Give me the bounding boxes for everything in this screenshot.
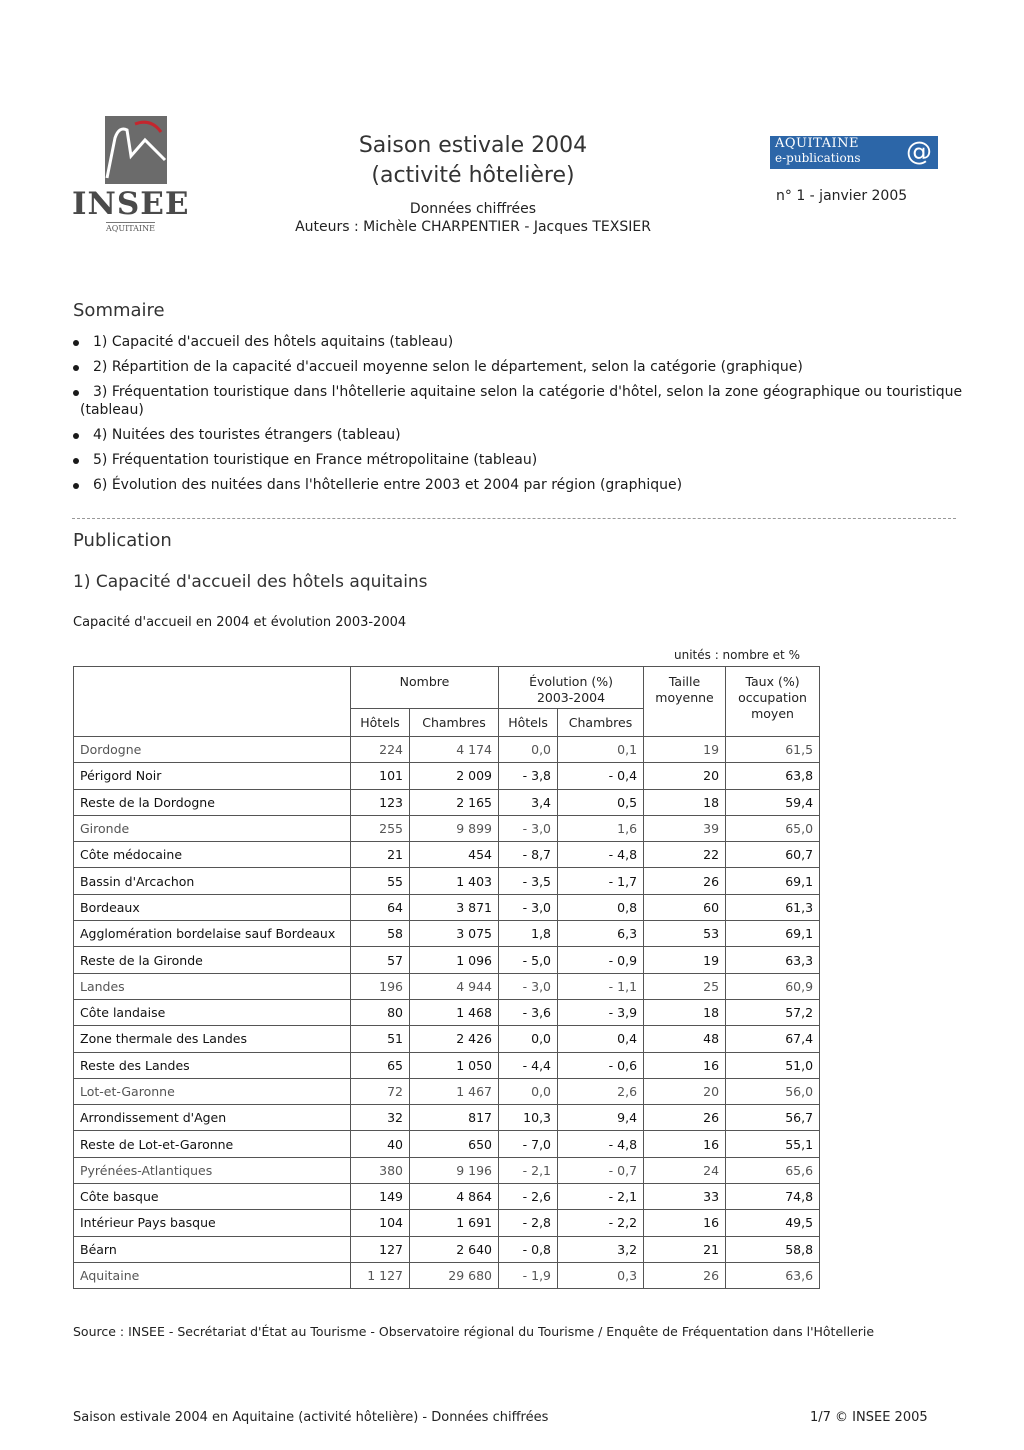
table-cell: 56,7 [726,1105,820,1131]
table-cell: - 3,0 [499,894,558,920]
table-cell: 24 [644,1157,726,1183]
table-cell: 4 944 [410,973,499,999]
table-cell: - 2,1 [558,1184,644,1210]
table-cell: 64 [351,894,410,920]
table-cell: - 2,1 [499,1157,558,1183]
table-cell: 1 691 [410,1210,499,1236]
table-cell: - 3,6 [499,999,558,1025]
table-cell: 4 864 [410,1184,499,1210]
table-row-label: Reste de la Dordogne [74,789,351,815]
table-header-chambres: Chambres [410,709,499,737]
table-cell: 380 [351,1157,410,1183]
bullet-icon [73,390,79,396]
table-row-label: Côte basque [74,1184,351,1210]
table-row [74,1262,820,1288]
table-cell: - 3,8 [499,763,558,789]
table-row-label: Bordeaux [74,894,351,920]
table-header-evolution-l1: Évolution (%) [529,674,613,689]
table-row-label: Arrondissement d'Agen [74,1105,351,1131]
table-cell: 1 096 [410,947,499,973]
table-row-label: Bassin d'Arcachon [74,868,351,894]
table-cell: 69,1 [726,868,820,894]
table-cell: 19 [644,737,726,763]
table-cell: 224 [351,737,410,763]
insee-logo-text: INSEE [72,186,190,222]
table-cell: 29 680 [410,1262,499,1288]
table-cell: 51 [351,1026,410,1052]
table-cell: 196 [351,973,410,999]
bullet-icon [73,365,79,371]
table-row [74,894,820,920]
table-cell: 33 [644,1184,726,1210]
table-body [74,737,820,1289]
badge-line2: e-publications [775,151,861,165]
table-header-taux [726,667,820,737]
table-cell: 1 467 [410,1078,499,1104]
table-row [74,868,820,894]
bullet-icon [73,458,79,464]
table-cell: 2,6 [558,1078,644,1104]
table-row-label: Côte médocaine [74,842,351,868]
sommaire-item-label: 1) Capacité d'accueil des hôtels aquitains (tableau) [93,334,454,350]
table-cell: - 4,8 [558,842,644,868]
table-cell: 817 [410,1105,499,1131]
table-cell: 49,5 [726,1210,820,1236]
table-cell: - 0,6 [558,1052,644,1078]
table-cell: 58 [351,921,410,947]
sommaire-title: Sommaire [73,300,165,321]
table-cell: 63,3 [726,947,820,973]
table-row-label: Reste de la Gironde [74,947,351,973]
table-row-label: Pyrénées-Atlantiques [74,1157,351,1183]
table-cell: - 2,2 [558,1210,644,1236]
table-cell: 3 075 [410,921,499,947]
table-cell: 61,3 [726,894,820,920]
table-cell: 40 [351,1131,410,1157]
insee-logo [72,116,190,236]
table-cell: 59,4 [726,789,820,815]
table-header-taux-l3: moyen [751,706,794,721]
table-cell: 0,0 [499,1026,558,1052]
table-cell: 61,5 [726,737,820,763]
issue-number: n° 1 - janvier 2005 [776,188,908,204]
table-cell: 2 165 [410,789,499,815]
table-row-label: Agglomération bordelaise sauf Bordeaux [74,921,351,947]
footer-page-copyright: 1/7 © INSEE 2005 [810,1410,928,1425]
sommaire-item-label: 6) Évolution des nuitées dans l'hôtellerie entre 2003 et 2004 par région (graphique) [93,477,683,493]
table-cell: - 1,9 [499,1262,558,1288]
table-cell: 0,0 [499,737,558,763]
table-row [74,737,820,763]
table-row-label: Reste des Landes [74,1052,351,1078]
footer-title: Saison estivale 2004 en Aquitaine (activité hôtelière) - Données chiffrées [73,1410,549,1425]
table-cell: 20 [644,1078,726,1104]
table-cell: 1 050 [410,1052,499,1078]
table-cell: - 0,9 [558,947,644,973]
table-cell: 60,9 [726,973,820,999]
table-row-label: Dordogne [74,737,351,763]
table-cell: 9,4 [558,1105,644,1131]
table-header-hotels: Hôtels [351,709,410,737]
table-cell: 9 899 [410,815,499,841]
table-cell: 57 [351,947,410,973]
table-cell: 26 [644,1262,726,1288]
bullet-icon [73,433,79,439]
table-header-nombre: Nombre [351,667,499,709]
table-row-label: Landes [74,973,351,999]
table-cell: 55 [351,868,410,894]
table-row-label: Intérieur Pays basque [74,1210,351,1236]
table-cell: 3,4 [499,789,558,815]
table-row-label: Côte landaise [74,999,351,1025]
table-cell: 3,2 [558,1236,644,1262]
table-row [74,842,820,868]
table-cell: 0,3 [558,1262,644,1288]
table-cell: 2 640 [410,1236,499,1262]
publication-title: Publication [73,530,172,551]
table-cell: 19 [644,947,726,973]
table-cell: 48 [644,1026,726,1052]
table-row [74,1236,820,1262]
authors: Auteurs : Michèle CHARPENTIER - Jacques TEXSIER [295,219,651,235]
page-title-line1: Saison estivale 2004 [358,133,588,158]
table-cell: 18 [644,789,726,815]
table-cell: 69,1 [726,921,820,947]
sommaire-item[interactable] [73,383,963,419]
table-row [74,999,820,1025]
table-header-taux-l1: Taux (%) [745,674,800,689]
table-cell: 3 871 [410,894,499,920]
table-row-label: Gironde [74,815,351,841]
badge-line1: AQUITAINE [775,136,859,151]
sommaire-item[interactable] [73,426,963,444]
table-cell: 80 [351,999,410,1025]
table-cell: 255 [351,815,410,841]
table-cell: 65 [351,1052,410,1078]
table-cell: 0,4 [558,1026,644,1052]
table-cell: 53 [644,921,726,947]
table-cell: 454 [410,842,499,868]
table-cell: - 3,0 [499,815,558,841]
table-cell: - 7,0 [499,1131,558,1157]
table-cell: - 1,1 [558,973,644,999]
table-header-evolution [499,667,644,709]
table-cell: - 3,0 [499,973,558,999]
table-cell: 65,0 [726,815,820,841]
table-row [74,1105,820,1131]
table-cell: 25 [644,973,726,999]
table-header-taille-l2: moyenne [655,690,714,705]
at-sign-icon: @ [906,137,932,167]
table-row [74,1052,820,1078]
table-cell: 60 [644,894,726,920]
table-row [74,1078,820,1104]
table-cell: 10,3 [499,1105,558,1131]
table-row [74,1026,820,1052]
insee-logo-subtext: AQUITAINE [106,224,155,233]
sommaire-item[interactable] [73,333,963,351]
table-cell: 51,0 [726,1052,820,1078]
table-cell: 2 426 [410,1026,499,1052]
table-cell: 39 [644,815,726,841]
table-row-label: Zone thermale des Landes [74,1026,351,1052]
table-cell: 67,4 [726,1026,820,1052]
table-cell: 0,1 [558,737,644,763]
table-cell: - 1,7 [558,868,644,894]
table-cell: 6,3 [558,921,644,947]
insee-logo-mark-icon [105,116,167,184]
page-subtitle: Données chiffrées [409,201,537,217]
table-row [74,1210,820,1236]
table-cell: 1 468 [410,999,499,1025]
table-cell: 0,5 [558,789,644,815]
section-divider [72,518,956,519]
sommaire-item-label: 2) Répartition de la capacité d'accueil moyenne selon le département, selon la catégorie (graphique) [93,359,803,375]
table-row [74,815,820,841]
table-cell: 127 [351,1236,410,1262]
table-cell: 26 [644,1105,726,1131]
table-row [74,973,820,999]
table-header-taille-l1: Taille [668,674,701,689]
table-cell: 4 174 [410,737,499,763]
table-cell: 56,0 [726,1078,820,1104]
table-cell: 9 196 [410,1157,499,1183]
sommaire-item-label: 5) Fréquentation touristique en France métropolitaine (tableau) [93,452,538,468]
table-cell: 74,8 [726,1184,820,1210]
table-header-hotels-evo: Hôtels [499,709,558,737]
table-cell: 20 [644,763,726,789]
section-title: 1) Capacité d'accueil des hôtels aquitains [73,572,428,592]
table-row [74,1184,820,1210]
table-cell: 650 [410,1131,499,1157]
table-cell: 21 [351,842,410,868]
table-cell: 2 009 [410,763,499,789]
table-header-evolution-l2: 2003-2004 [536,690,606,705]
table-row [74,789,820,815]
table-cell: 63,6 [726,1262,820,1288]
table-cell: - 2,6 [499,1184,558,1210]
table-cell: 21 [644,1236,726,1262]
table-row [74,1157,820,1183]
table-row-label: Périgord Noir [74,763,351,789]
table-cell: 1,6 [558,815,644,841]
table-cell: 16 [644,1052,726,1078]
table-cell: - 0,7 [558,1157,644,1183]
sommaire-item[interactable] [73,451,963,469]
table-cell: - 4,4 [499,1052,558,1078]
sommaire-item[interactable] [73,358,963,376]
table-cell: 22 [644,842,726,868]
table-header-taux-l2: occupation [738,690,807,705]
table-row [74,1131,820,1157]
table-row [74,921,820,947]
table-cell: 57,2 [726,999,820,1025]
table-cell: 26 [644,868,726,894]
table-cell: 149 [351,1184,410,1210]
table-cell: 0,8 [558,894,644,920]
table-cell: - 2,8 [499,1210,558,1236]
table-row-label: Béarn [74,1236,351,1262]
table-row [74,947,820,973]
table-row-label: Lot-et-Garonne [74,1078,351,1104]
table-cell: 16 [644,1210,726,1236]
table-cell: 72 [351,1078,410,1104]
table-cell: 101 [351,763,410,789]
table-cell: 32 [351,1105,410,1131]
sommaire-list [73,333,963,501]
table-cell: 123 [351,789,410,815]
bullet-icon [73,340,79,346]
sommaire-item[interactable] [73,476,963,494]
table-cell: - 3,9 [558,999,644,1025]
table-cell: 18 [644,999,726,1025]
table-cell: 104 [351,1210,410,1236]
table-cell: 65,6 [726,1157,820,1183]
table-cell: 0,0 [499,1078,558,1104]
page-title-line2: (activité hôtelière) [371,163,575,188]
table-row [74,763,820,789]
table-cell: 16 [644,1131,726,1157]
table-header-blank [74,667,351,737]
aquitaine-epublications-badge [770,136,938,169]
sommaire-item-label: 3) Fréquentation touristique dans l'hôtellerie aquitaine selon la catégorie d'hôtel, selon la zone géographique ou touristique (tableau) [80,384,963,418]
table-units: unités : nombre et % [674,648,800,662]
table-row-label: Reste de Lot-et-Garonne [74,1131,351,1157]
table-cell: - 8,7 [499,842,558,868]
table-cell: 1 127 [351,1262,410,1288]
source-note: Source : INSEE - Secrétariat d'État au Tourisme - Observatoire régional du Tourisme / Enquête de Fréquentation dans l'Hôtellerie [73,1324,875,1339]
table-cell: - 0,8 [499,1236,558,1262]
table-cell: 63,8 [726,763,820,789]
sommaire-item-label: 4) Nuitées des touristes étrangers (tableau) [93,427,401,443]
table-caption: Capacité d'accueil en 2004 et évolution 2003-2004 [73,615,407,630]
table-cell: 60,7 [726,842,820,868]
table-header-chambres-evo: Chambres [558,709,644,737]
table-cell: - 0,4 [558,763,644,789]
table-cell: 1 403 [410,868,499,894]
table-cell: - 5,0 [499,947,558,973]
bullet-icon [73,483,79,489]
table-cell: 55,1 [726,1131,820,1157]
table-row-label: Aquitaine [74,1262,351,1288]
capacity-table [73,666,820,1289]
table-cell: - 4,8 [558,1131,644,1157]
table-header-taille [644,667,726,737]
table-cell: 58,8 [726,1236,820,1262]
table-cell: - 3,5 [499,868,558,894]
table-cell: 1,8 [499,921,558,947]
